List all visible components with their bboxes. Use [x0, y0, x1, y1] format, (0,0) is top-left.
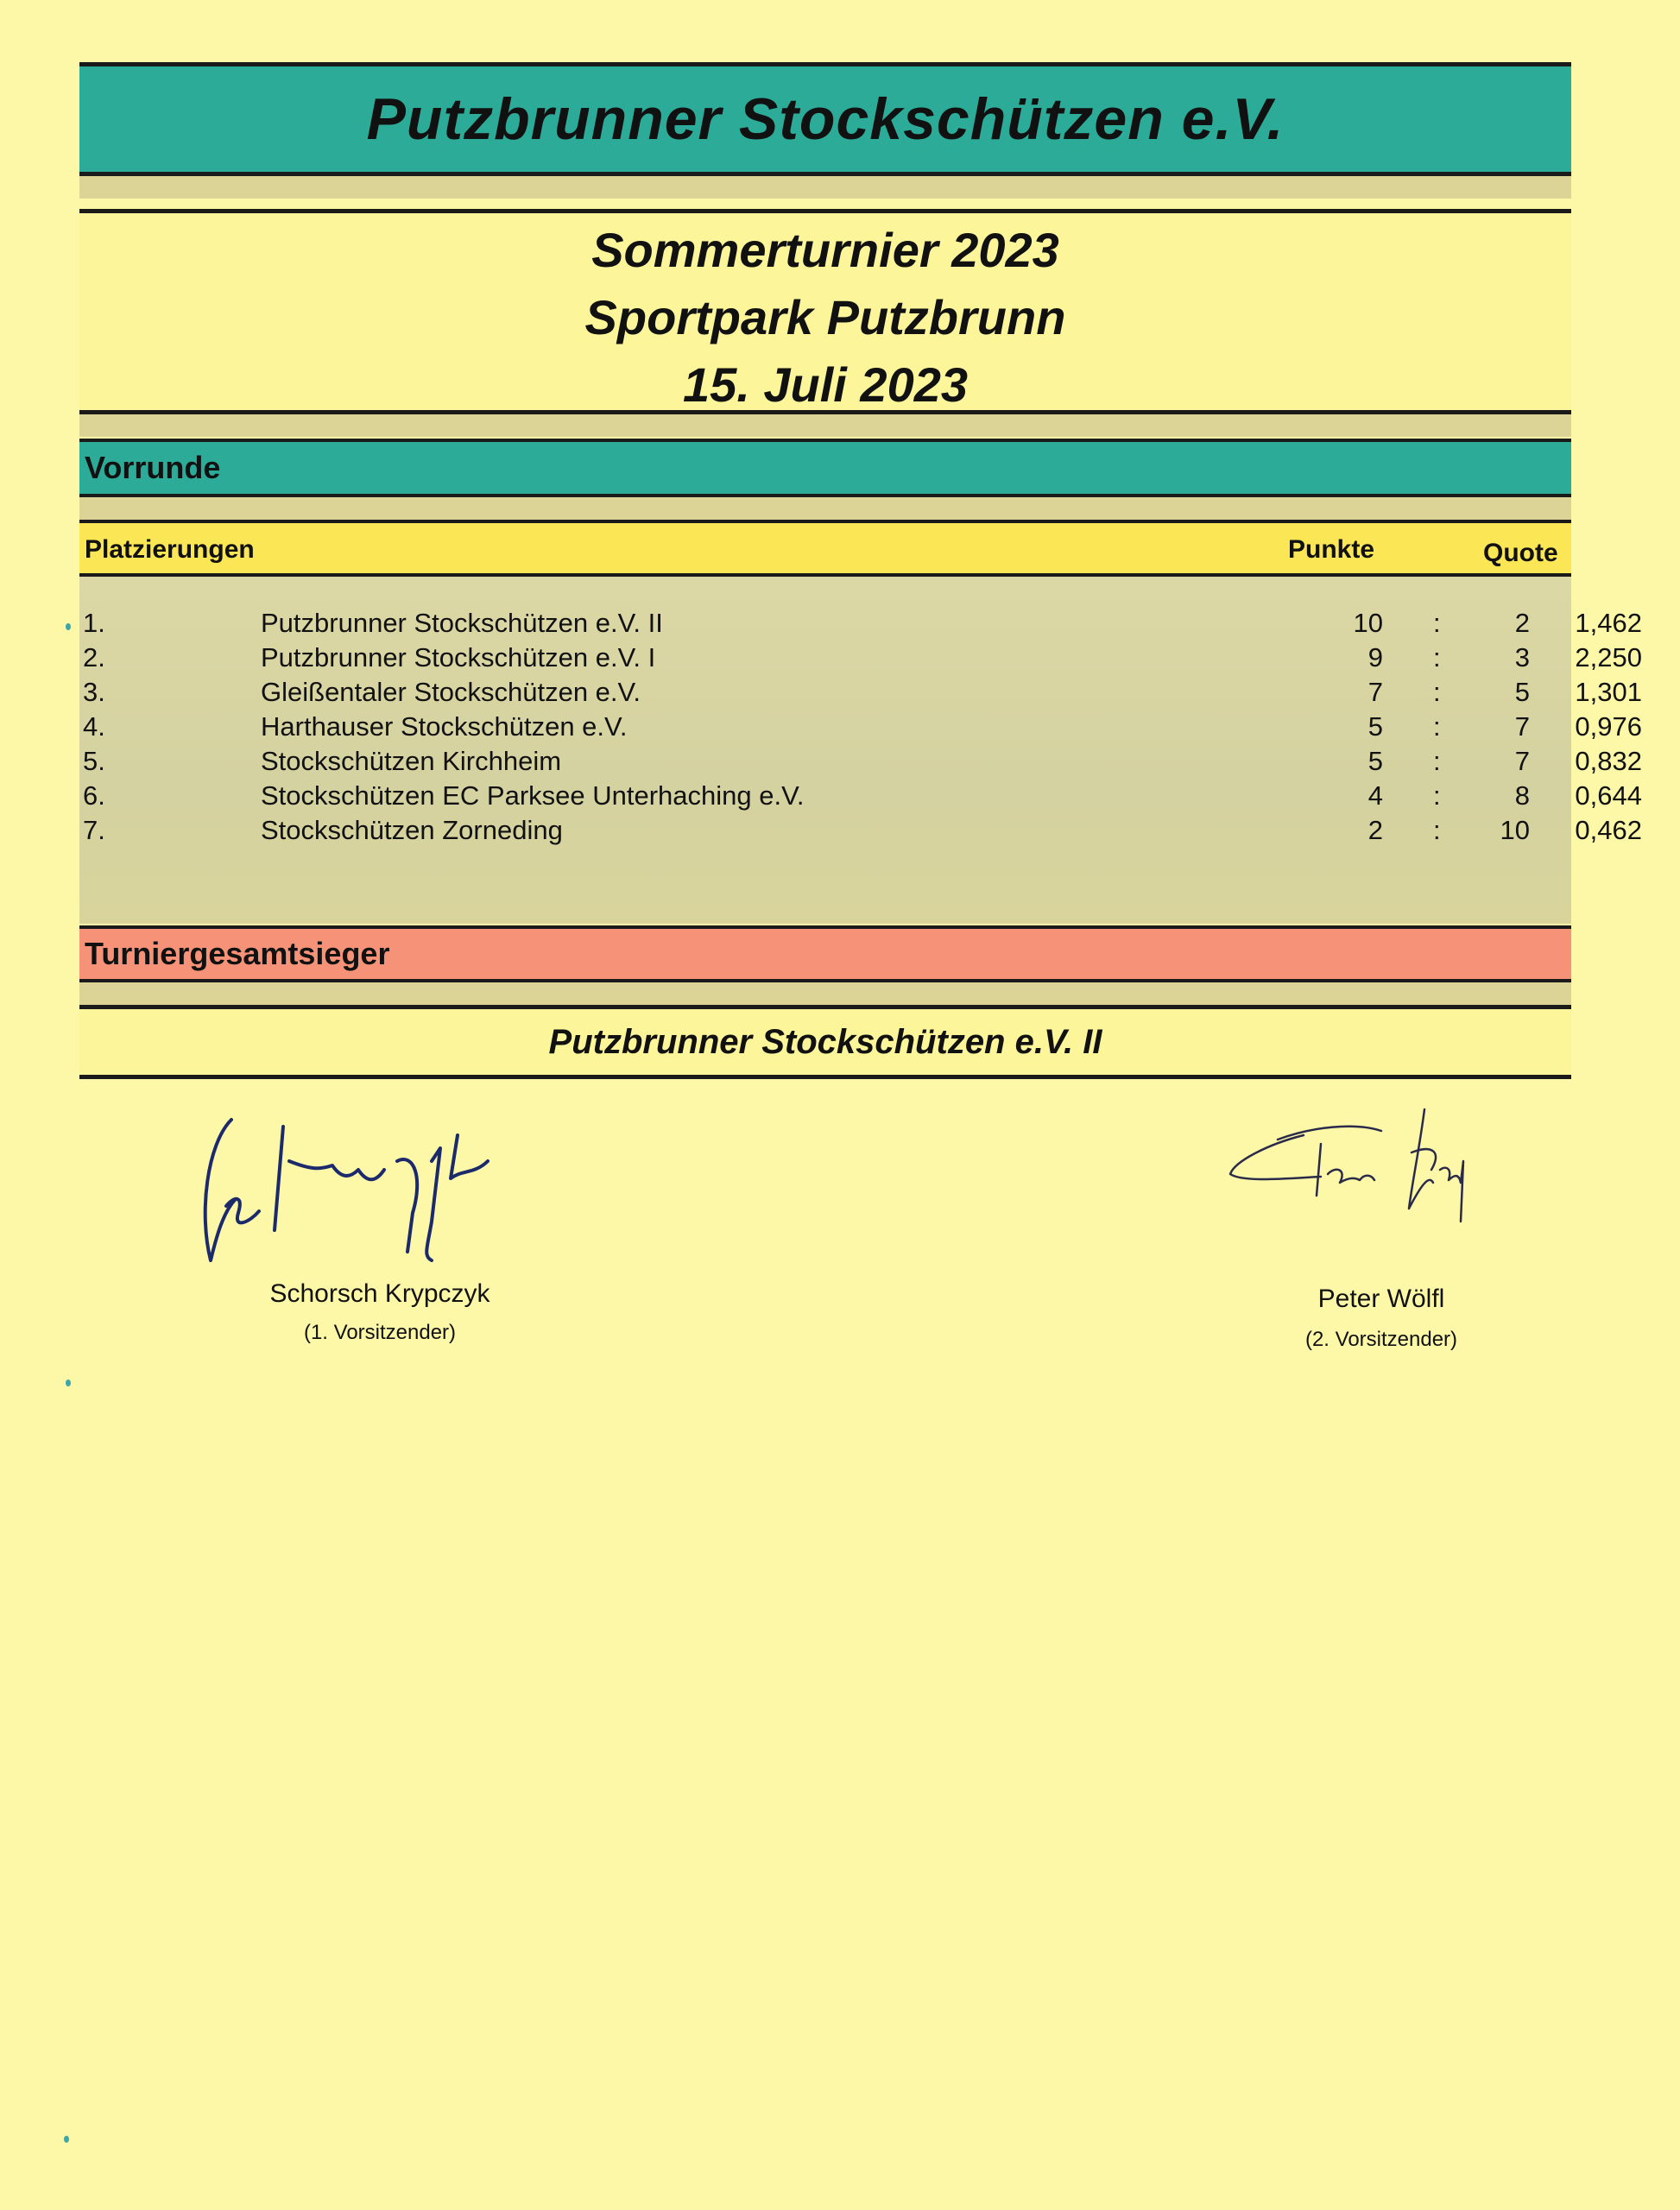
points-separator: : [1433, 780, 1441, 811]
team-name: Putzbrunner Stockschützen e.V. II [261, 608, 663, 638]
points-separator: : [1433, 608, 1441, 638]
table-row [79, 608, 1642, 642]
table-row [79, 780, 1642, 815]
round-header [79, 439, 1571, 497]
points-separator: : [1433, 711, 1441, 742]
points-for: 2 [1367, 815, 1383, 845]
placements-heading: Platzierungen [85, 535, 255, 564]
divider-strip [79, 176, 1571, 199]
divider-strip [79, 497, 1571, 520]
signatory-role: (1. Vorsitzender) [303, 1321, 457, 1344]
quote-value: 0,462 [1575, 815, 1642, 845]
rank: 2. [83, 642, 105, 672]
points-against: 5 [1514, 677, 1530, 707]
overall-winner-header [79, 925, 1571, 982]
team-name: Harthauser Stockschützen e.V. [261, 711, 628, 742]
table-row [79, 677, 1642, 711]
points-for: 5 [1367, 711, 1383, 742]
overall-winner-team: Putzbrunner Stockschützen e.V. II [548, 1022, 1102, 1061]
points-against: 2 [1514, 608, 1530, 638]
points-for: 4 [1367, 780, 1383, 811]
table-row [79, 746, 1642, 780]
points-separator: : [1433, 746, 1441, 776]
quote-value: 1,462 [1575, 608, 1642, 638]
points-for: 7 [1367, 677, 1383, 707]
quote-value: 0,832 [1575, 746, 1642, 776]
table-row [79, 711, 1642, 746]
rank: 5. [83, 746, 105, 776]
points-against: 10 [1500, 815, 1530, 845]
club-title: Putzbrunner Stockschützen e.V. [366, 86, 1285, 152]
quote-value: 2,250 [1575, 642, 1642, 672]
event-venue: Sportpark Putzbrunn [584, 290, 1066, 344]
table-row [79, 642, 1642, 677]
signatory-name: Peter Wölfl [1317, 1285, 1445, 1313]
points-separator: : [1433, 677, 1441, 707]
club-title-banner [79, 62, 1571, 176]
signature-left [181, 1109, 544, 1282]
signature-right [1226, 1101, 1519, 1273]
rank: 6. [83, 780, 105, 811]
event-name: Sommerturnier 2023 [591, 223, 1059, 277]
divider-strip [79, 414, 1571, 437]
points-against: 3 [1514, 642, 1530, 672]
points-for: 5 [1367, 746, 1383, 776]
rank: 3. [83, 677, 105, 707]
rank: 1. [83, 608, 105, 638]
rank: 7. [83, 815, 105, 845]
signatory-name: Schorsch Krypczyk [269, 1279, 490, 1308]
points-against: 7 [1514, 746, 1530, 776]
quote-value: 0,644 [1575, 780, 1642, 811]
points-for: 10 [1353, 608, 1383, 638]
event-date: 15. Juli 2023 [682, 357, 968, 412]
points-against: 8 [1514, 780, 1530, 811]
scan-speck [66, 623, 71, 630]
team-name: Putzbrunner Stockschützen e.V. I [261, 642, 656, 672]
divider-strip [79, 982, 1571, 1005]
team-name: Stockschützen EC Parksee Unterhaching e.V. [261, 780, 805, 811]
points-separator: : [1433, 815, 1441, 845]
table-row [79, 815, 1642, 849]
team-name: Stockschützen Kirchheim [261, 746, 562, 776]
team-name: Gleißentaler Stockschützen e.V. [261, 677, 641, 707]
points-separator: : [1433, 642, 1441, 672]
event-info-block [79, 209, 1571, 414]
quote-value: 1,301 [1575, 677, 1642, 707]
overall-winner-block [79, 1005, 1571, 1079]
scan-speck [64, 2136, 69, 2143]
standings-header [79, 520, 1571, 577]
standings-table [79, 577, 1642, 924]
signatory-role: (2. Vorsitzender) [1304, 1328, 1458, 1351]
overall-winner-label: Turniergesamtsieger [85, 936, 390, 971]
points-heading: Punkte [1288, 535, 1375, 564]
team-name: Stockschützen Zorneding [261, 815, 563, 845]
quote-value: 0,976 [1575, 711, 1642, 742]
quote-heading: Quote [1483, 539, 1558, 567]
points-against: 7 [1514, 711, 1530, 742]
round-label: Vorrunde [85, 450, 221, 485]
scan-speck [66, 1380, 71, 1386]
rank: 4. [83, 711, 105, 742]
points-for: 9 [1367, 642, 1383, 672]
